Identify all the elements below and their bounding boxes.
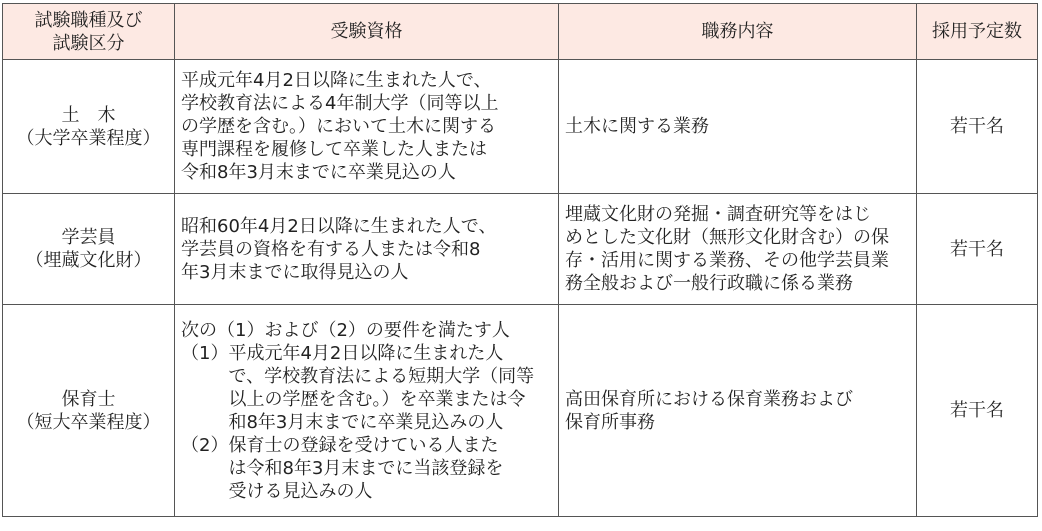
requirement-text	[228, 434, 552, 503]
requirement-line: 保育士の登録を受けている人また	[228, 434, 499, 456]
header-job-category-line1: 試験職種及び	[34, 9, 143, 31]
hiring-count-cell: 若干名	[917, 194, 1038, 305]
recruitment-table	[2, 3, 1038, 517]
hiring-count-cell: 若干名	[917, 60, 1038, 194]
header-job-category-line2: 試験区分	[52, 32, 125, 54]
requirement-line: 受ける見込みの人	[228, 480, 373, 502]
duties-cell	[559, 194, 917, 305]
table-row	[3, 194, 1038, 305]
duties-line: めとした文化財（無形文化財含む）の保	[565, 227, 889, 248]
qualification-line: 専門課程を履修して卒業した人または	[181, 139, 487, 160]
qualification-line: の学歴を含む。）において土木に関する	[181, 116, 496, 137]
requirement-number: （2）	[181, 434, 229, 456]
job-name: 土 木	[61, 104, 116, 126]
requirement-text	[228, 342, 552, 434]
qualification-line: 年3月末までに取得見込の人	[181, 261, 409, 283]
qualification-cell	[175, 60, 559, 194]
duties-line: 保育所事務	[565, 411, 655, 433]
job-level: （埋蔵文化財）	[25, 250, 152, 271]
job-category-cell	[3, 60, 175, 194]
header-job-category	[3, 4, 175, 60]
qualification-line: 学校教育法による4年制大学（同等以上	[181, 93, 499, 114]
requirement-line: は令和8年3月末までに当該登録を	[228, 457, 504, 479]
hiring-count-cell: 若干名	[917, 305, 1038, 517]
table-row	[3, 305, 1038, 517]
duties-line: 高田保育所における保育業務および	[565, 388, 853, 410]
qualification-line: 昭和60年4月2日以降に生まれた人で、	[181, 215, 497, 237]
qualification-cell	[175, 194, 559, 305]
qualification-intro: 次の（1）および（2）の要件を満たす人	[181, 319, 510, 341]
duties-cell	[559, 305, 917, 517]
table-row	[3, 60, 1038, 194]
qualification-line: 令和8年3月末までに卒業見込の人	[181, 162, 456, 183]
qualification-line: 平成元年4月2日以降に生まれた人で、	[181, 70, 492, 91]
duties-cell	[559, 60, 917, 194]
job-category-cell	[3, 194, 175, 305]
header-duties: 職務内容	[559, 4, 917, 60]
duties-line: 土木に関する業務	[565, 116, 709, 137]
requirement-line: で、学校教育法による短期大学（同等	[228, 365, 535, 387]
requirement-number: （1）	[181, 342, 229, 364]
job-name: 学芸員	[61, 227, 116, 248]
requirement-line: 和8年3月末までに卒業見込みの人	[228, 411, 504, 433]
job-level: （短大卒業程度）	[16, 411, 161, 433]
requirement-item-1	[181, 342, 552, 434]
job-name: 保育士	[61, 388, 116, 410]
job-category-cell	[3, 305, 175, 517]
qualification-line: 学芸員の資格を有する人または令和8	[181, 238, 481, 260]
requirement-item-2	[181, 434, 552, 503]
requirement-line: 平成元年4月2日以降に生まれた人	[228, 342, 504, 364]
header-row	[3, 4, 1038, 60]
job-level: （大学卒業程度）	[16, 127, 161, 149]
qualification-cell	[175, 305, 559, 517]
requirement-line: 以上の学歴を含む。）を卒業または令	[228, 388, 526, 410]
duties-line: 埋蔵文化財の発掘・調査研究等をはじ	[565, 204, 871, 225]
header-hiring-count: 採用予定数	[917, 4, 1038, 60]
header-qualification: 受験資格	[175, 4, 559, 60]
duties-line: 存・活用に関する業務、その他学芸員業	[565, 250, 889, 271]
duties-line: 務全般および一般行政職に係る業務	[565, 273, 853, 294]
